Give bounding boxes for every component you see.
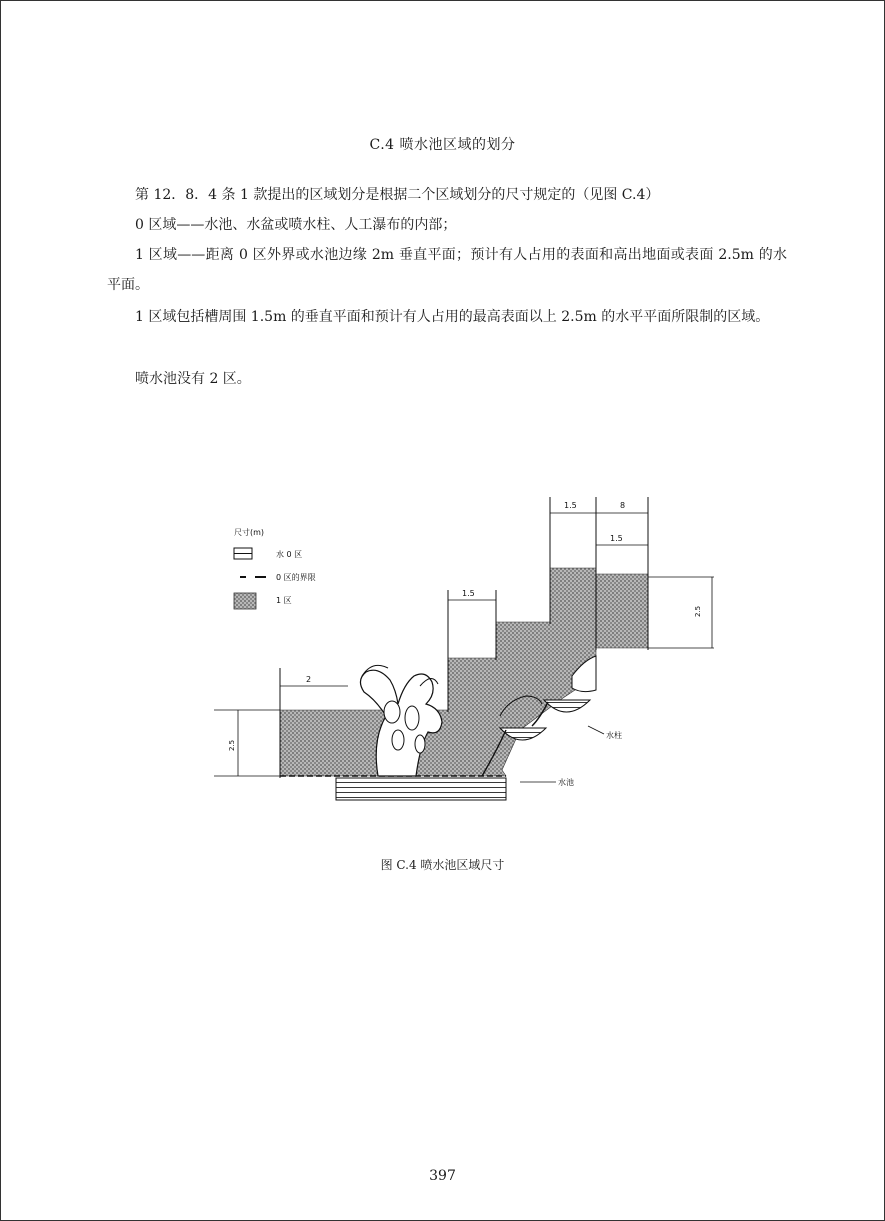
dim-left-height-label: 2.5 [228,739,236,751]
legend-label-boundary: 0 区的界限 [276,573,316,582]
legend-zone1 [234,593,292,609]
callout-pool [520,777,574,787]
callout-water-column [588,726,622,740]
paragraph-2: 0 区域——水池、水盆或喷水柱、人工瀑布的内部； [135,217,457,233]
dimension-right-height [694,577,712,648]
dim-mid-label: 1.5 [462,589,475,598]
section-heading: C.4 喷水池区域的划分 [369,137,516,153]
dimension-mid [448,589,496,600]
dim-top-left-label: 1.5 [564,501,577,510]
callout-water-column-label: 水柱 [606,731,622,740]
paragraph-3: 1 区域——距离 0 区外界或水池边缘 2m 垂直平面；预计有人占用的表面和高出地面或表面 2.5m 的水平面。 [107,247,787,293]
dimension-left-width [280,675,348,686]
figure-caption: 图 C.4 喷水池区域尺寸 [380,858,505,872]
legend-label-water: 水 0 区 [276,550,303,559]
legend-title: 尺寸(m) [234,528,265,537]
paragraph-4: 1 区域包括槽周围 1.5m 的垂直平面和预计有人占用的最高表面以上 2.5m 的水平平面所限制的区域。 [135,309,770,325]
paragraph-1: 第 12．8．4 条 1 款提出的区域划分是根据二个区域划分的尺寸规定的（见图 C.4） [135,187,660,203]
dimension-top [550,501,648,545]
page-number: 397 [429,1168,456,1184]
dim-top-inner-label: 1.5 [610,534,623,543]
callout-pool-label: 水池 [558,778,574,787]
dim-right-height-label: 2.5 [694,605,702,617]
dimension-left-height [214,710,280,776]
legend-label-zone1: 1 区 [276,596,292,605]
dim-top-right-label: 8 [620,501,626,510]
legend-zone0-boundary [240,572,316,582]
dim-left-width-label: 2 [306,675,312,684]
legend-water-zone0 [234,548,302,559]
pool [336,778,506,800]
paragraph-5: 喷水池没有 2 区。 [135,371,251,387]
